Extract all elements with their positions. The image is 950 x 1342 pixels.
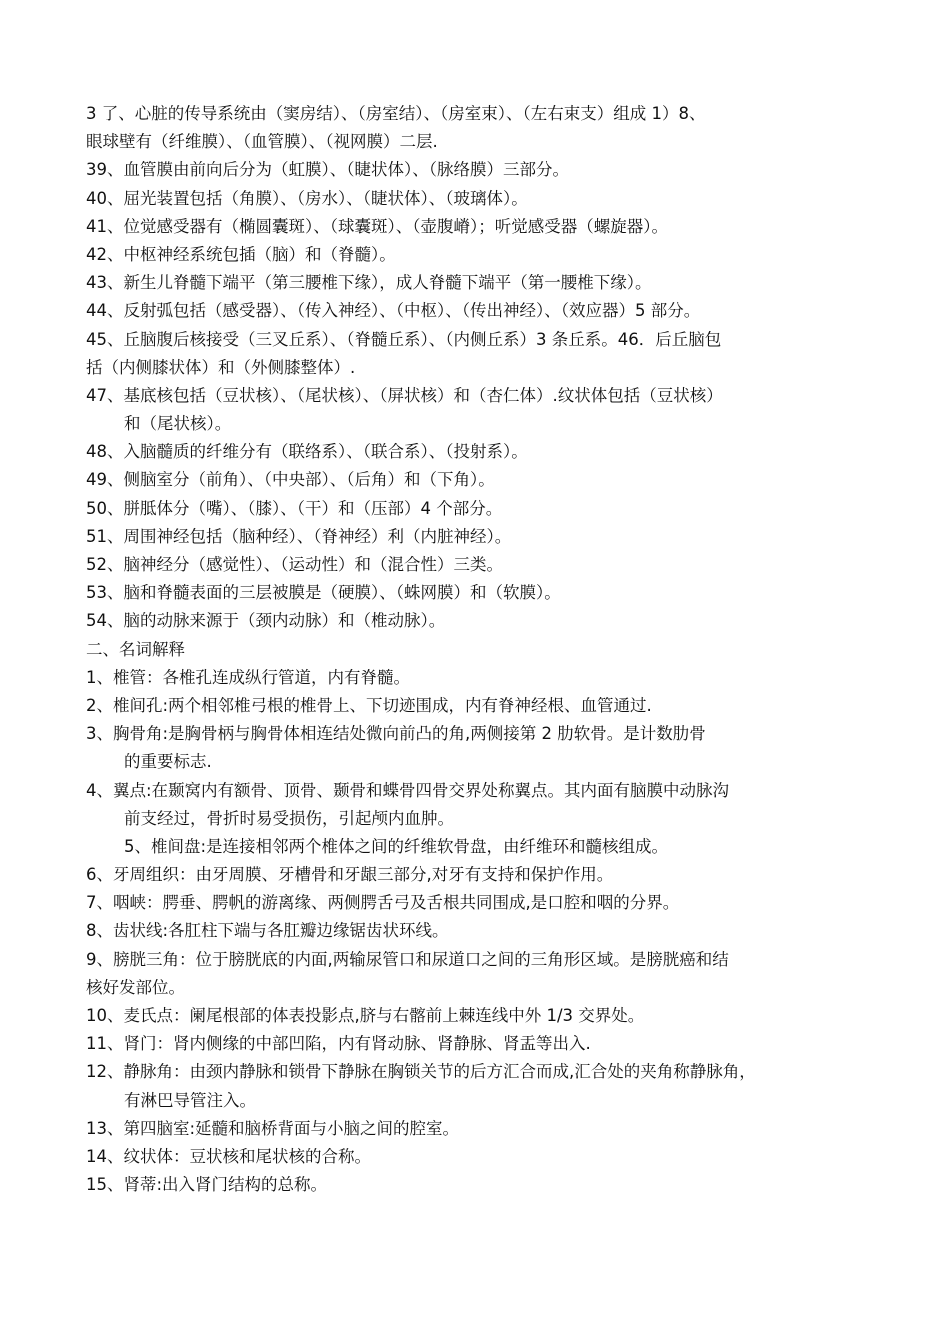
- text-line: 6、牙周组织：由牙周膜、牙槽骨和牙龈三部分,对牙有支持和保护作用。: [86, 865, 614, 885]
- document-page: [86, 100, 876, 1199]
- text-line: 13、第四脑室:延髓和脑桥背面与小脑之间的腔室。: [86, 1118, 460, 1138]
- text-line: 47、基底核包括（豆状核）、（尾状核）、（屏状核）和（杏仁体）.纹状体包括（豆状核）: [86, 385, 723, 405]
- text-line: 43、新生儿脊髓下端平（第三腰椎下缘），成人脊髓下端平（第一腰椎下缘）。: [86, 273, 652, 293]
- text-line: 39、血管膜由前向后分为（虹膜）、（睫状体）、（脉络膜）三部分。: [86, 160, 569, 180]
- text-line: 前支经过，骨折时易受损伤，引起颅内血肿。: [124, 808, 454, 828]
- text-line: 15、肾蒂:出入肾门结构的总称。: [86, 1175, 328, 1195]
- text-line: 7、咽峡：腭垂、腭帆的游离缘、两侧腭舌弓及舌根共同围成,是口腔和咽的分界。: [86, 893, 680, 913]
- text-line: 42、中枢神经系统包插（脑）和（脊髓）。: [86, 244, 396, 264]
- text-line: 有淋巴导管注入。: [124, 1090, 256, 1110]
- text-line: 5、椎间盘:是连接相邻两个椎体之间的纤维软骨盘，由纤维环和髓核组成。: [124, 836, 669, 856]
- text-line: 括（内侧膝状体）和（外侧膝整体）.: [86, 357, 356, 377]
- text-line: 50、胼胝体分（嘴）、（膝）、（干）和（压部）4 个部分。: [86, 498, 503, 518]
- text-line: 10、麦氏点：阑尾根部的体表投影点,脐与右髂前上棘连线中外 1/3 交界处。: [86, 1006, 645, 1025]
- text-line: 2、椎间孔:两个相邻椎弓根的椎骨上、下切迹围成，内有脊神经根、血管通过.: [86, 695, 652, 715]
- text-line: 54、脑的动脉来源于（颈内动脉）和（椎动脉）。: [86, 611, 446, 631]
- text-line: 45、丘脑腹后核接受（三叉丘系）、（脊髓丘系）、（内侧丘系）3 条丘系。46．后丘脑包: [86, 329, 722, 349]
- text-line: 核好发部位。: [86, 977, 185, 997]
- text-line: 51、周围神经包括（脑种经）、（脊神经）利（内脏神经）。: [86, 526, 512, 546]
- text-line: 40、屈光装置包括（角膜）、（房水）、（睫状体）、（玻璃体）。: [86, 188, 528, 208]
- text-line: 52、脑神经分（感觉性）、（运动性）和（混合性）三类。: [86, 555, 503, 574]
- text-line: 12、静脉角：由颈内静脉和锁骨下静脉在胸锁关节的后方汇合而成,汇合处的夹角称静脉角，: [86, 1062, 756, 1082]
- text-line: 8、齿状线:各肛柱下端与各肛瓣边缘锯齿状环线。: [86, 921, 449, 941]
- text-line: 53、脑和脊髓表面的三层被膜是（硬膜）、（蛛网膜）和（软膜）。: [86, 583, 561, 603]
- text-line: 二、名词解释: [86, 639, 185, 659]
- text-line: 1、椎管：各椎孔连成纵行管道，内有脊髓。: [86, 667, 410, 687]
- text-line: 4、翼点:在颞窝内有额骨、顶骨、颞骨和蝶骨四骨交界处称翼点。其内面有脑膜中动脉沟: [86, 780, 730, 800]
- text-line: 9、膀胱三角：位于膀胱底的内面,两输尿管口和尿道口之间的三角形区域。是膀胱癌和结: [86, 949, 729, 969]
- text-line: 的重要标志.: [124, 752, 212, 772]
- text-line: 3 了、心脏的传导系统由（窦房结）、（房室结）、（房室束）、（左右束支）组成 1）8、: [86, 104, 706, 123]
- text-line: 3、胸骨角:是胸骨柄与胸骨体相连结处微向前凸的角,两侧接第 2 肋软骨。是计数肋骨: [86, 724, 706, 744]
- text-line: 和（尾状核）。: [124, 414, 232, 434]
- text-line: 41、位觉感受器有（椭圆囊斑）、（球囊斑）、（壶腹嵴）；听觉感受器（螺旋器）。: [86, 216, 668, 236]
- text-line: 48、入脑髓质的纤维分有（联络系）、（联合系）、（投射系）。: [86, 442, 528, 462]
- text-line: 11、肾门：肾内侧缘的中部凹陷，内有肾动脉、肾静脉、肾盂等出入.: [86, 1034, 591, 1054]
- text-line: 49、侧脑室分（前角）、（中央部）、（后角）和（下角）。: [86, 470, 495, 490]
- text-line: 44、反射弧包括（感受器）、（传入神经）、（中枢）、（传出神经）、（效应器）5 部分。: [86, 301, 701, 321]
- text-line: 眼球壁有（纤维膜）、（血管膜）、（视网膜）二层.: [86, 132, 438, 152]
- text-line: 14、纹状体：豆状核和尾状核的合称。: [86, 1146, 371, 1166]
